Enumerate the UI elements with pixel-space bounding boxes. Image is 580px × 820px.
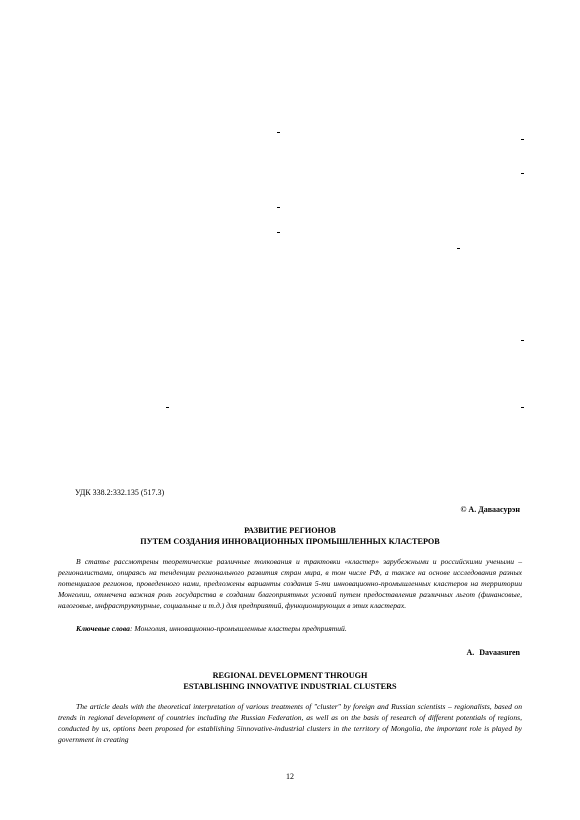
stray-mark bbox=[277, 232, 280, 233]
article-title-english bbox=[60, 670, 520, 692]
stray-mark bbox=[166, 407, 169, 408]
author-russian: © А. Даваасурэн bbox=[460, 505, 520, 514]
abstract-russian bbox=[58, 557, 522, 612]
stray-mark bbox=[521, 407, 524, 408]
title-line: РАЗВИТИЕ РЕГИОНОВ bbox=[244, 526, 336, 535]
article-title-russian bbox=[60, 525, 520, 547]
abstract-text: The article deals with the theoretical interpretation of various treatments of "cluster" by foreign and Russian scientists – regionalists, based on trends in regional development of countries including the Russian Federation, as well as on the basis of research of different potentials of regions, conducted by us, options been proposed for establishing 5innovative-industrial clusters in the territory of Mongolia, the important role is played by government in creating bbox=[58, 702, 522, 744]
page-number: 12 bbox=[286, 772, 294, 781]
abstract-english bbox=[58, 702, 522, 746]
stray-mark bbox=[277, 207, 280, 208]
stray-mark bbox=[521, 173, 524, 174]
keywords-label: Ключевые слова bbox=[76, 624, 130, 633]
abstract-text: В статье рассмотрены теоретические различные толкования и трактовки «кластер» зарубежными и российскими учеными – регионалистами, опираясь на тенденции регионального развития стран мира, в том числе РФ, а также на основе исследования разных потенциалов регионов, проведенного нами, предложены варианты создания 5-ти инновационно-промышленных кластеров на территории Монголии, отмечена важная роль государства в создании благоприятных условий путем предоставления различных льгот (финансовые, налоговые, инфраструктурные, социальные и т.д.) для предприятий, функционирующих в этих кластерах. bbox=[58, 557, 522, 610]
stray-mark bbox=[521, 139, 524, 140]
title-line: ПУТЕМ СОЗДАНИЯ ИННОВАЦИОННЫХ ПРОМЫШЛЕННЫХ КЛАСТЕРОВ bbox=[140, 537, 440, 546]
keywords bbox=[58, 624, 522, 633]
title-line: REGIONAL DEVELOPMENT THROUGH bbox=[212, 671, 368, 680]
stray-mark bbox=[521, 340, 524, 341]
author-english: A. Davaasuren bbox=[466, 648, 520, 657]
udk-code: УДК 338.2:332.135 (517.3) bbox=[75, 488, 165, 497]
title-line: ESTABLISHING INNOVATIVE INDUSTRIAL CLUSTERS bbox=[183, 682, 397, 691]
keywords-text: : Монголия, инновационно-промышленные кластеры предприятий. bbox=[129, 624, 347, 633]
stray-mark bbox=[457, 248, 460, 249]
stray-mark bbox=[277, 132, 280, 133]
